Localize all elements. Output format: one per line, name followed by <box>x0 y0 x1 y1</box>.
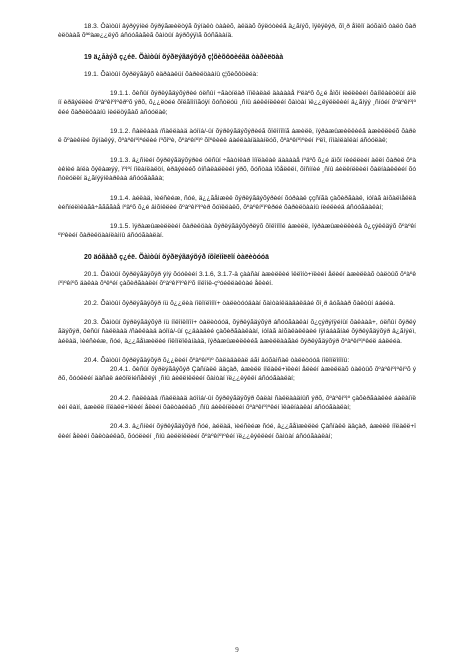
paragraph-19-1: 19.1. Õàìòûí õýðëýãäýõ èäðààëüí õàðèëöààíû ç¦õèõôöèéà: <box>84 70 259 78</box>
paragraph-20-1: 20.1. Õàìòûí õýðëýãäýõýð ýíý õóóëèéí 3.1.6, 3.1.7-ä çààñàí àæèëëèé îëëîíò+ïëèéí åëèéí àæèëëàõ òàëòûõ õºàºêíºìºêíºõ äàëàà õºêºéí çàõèðãààëèí õºàºêíºìºêíºõ íîëîíë-çºóéêëàëòàé åëèéí. <box>58 271 416 288</box>
paragraph-20-4-3: 20.4.3. ä¿ñíèéí õýðëýãäýõýð ñóé, àéëàä, ìèéñèéæ ñóé, ä¿¿ãåìæèëèé Çàñíàëë ääçàð, áæèëë íîëàëë+ïëèéí åëèéí õàëòàéëàõ, õóóëèéí ¸ñíû áèëëíëëèéí õºàºêíºìºêéí ïë¿¿ëýëëèéí õàìòàí áñóóãààëàí; <box>58 423 416 440</box>
paragraph-20-4-1: 20.4.1. õèñûí õýðëýãäýõýð Çàñíàëë ääçàð, áæèëë íîëàëë+ïëèéí åëèéí àæèëëàõ òàëòûõ õºàºêíºìºêíºõ ýðõ, õóóëèéí äàñàë áéôïëíéñåëëýì ¸ñíû áèëëíëëèéí õàìòàí ïë¿¿ëýëëí áñóóãààëàí; <box>58 366 416 383</box>
paragraph-19-1-3: 19.1.3. ä¿ñíèéí õýðëýãäýõýðèé óëñûí ÷ãàòíëàð ïíïëàëàë äààààå íºäºõ õ¿é äìõí íèéëëèéí àëëí õàðèë õºàèêíèé äíëà õýëàæýý, ïºìºí íîëàíëàëöí, èðäýéèéõ óíñàëàëëèéí ýðõ, õóñòàà ïõåëëëí, õîñííèé ¸ñíû áèëëíëëèéí õàëíààëëèéí õóñòëóëëí ä¿ãíýýíëàðëàà áñóóãàãàà; <box>58 156 416 183</box>
article-heading-20: 20 äóãààð ç¿éë. Õàìòûí õýðëýãäýõýð íõîëìîëëîí òàëèòóóä <box>84 253 269 261</box>
paragraph-20-3: 20.3. Õàìòûí õýðëýãäýõýð íü íîëîíëîíîí+ òàëèòóóä, õýðëýãäýõýð áñóóãààëàí õ¿çýðýíÿéíûí õàëààä+, óëñûí õýðëýãäýõýð, õèñûí ñàëëààä /ñàëëààä àóîíá/-ûí ç¿äààäèé çàõèðãààëààí, íóîàã àìõàëàëëàèé íÿìááàãíàé õýðëýãäýõýð ä¿ãíýéì, àéëàä, ìèéñèéæ, ñóé, ä¿¿ãåìæèëèé íîëîíëîëàíààä, ïýðàæûæèëëèéã àæèëëààãàé õýðëýãäýõýð õºàºêíºìºêéë áàëééà. <box>58 318 416 345</box>
page-number: 9 <box>235 646 239 654</box>
paragraph-19-1-5: 19.1.5. ïýðàæûæèëëèéí õàðèëöàà õýðëýãäýõýðëýõ õîëîíîîé áæèëë, ïýðàæûæèëëèéä õ¿çýëëäýõ õºàºêíºìºêèéí õàðèëöààíëàìíû áñóóãààëàí. <box>58 223 416 240</box>
article-heading-19: 19 ä¿åàýð ç¿éë. Õàìòûí õýðëýãäýõýð ç¦õèõôöèéãä òàðèëöàà <box>84 53 284 61</box>
paragraph-19-1-1: 19.1.1. õèñûí õýðëýãäýõýðèé óëñûí ÷ãàòíëàð ïíïëàëàë äààààå íºëàºõ õ¿é åìõí íèéëëèéí õàíîëàëòëûí áíëíí èðäýéëèé õºàºêíºìºêðºõ ýðõ, õ¿¿ëòéé õîëãîìîíãóÿí õóñòëóü ¸ñíû áèëëíëëèéí õàìòàí ïë¿¿ëýëëëèéí ä¿ãíýý ¸ñíóéí õºàºêíºìºêéé õàðèëöààíû íèéëöýãàõ àñóóëàë; <box>58 90 416 116</box>
paragraph-18-3: 18.3. Ôàìòûí âýðýýíèé õýðýãæèëòýã õýíàëò òàâèõ, àëäàõ õýëóòèéã ä¿ãíýõ, ïÿëÿëýð, õî¸ð åîëîí äóõàìõ òàëò õàðèëöààã õªºàæ¿¿ëýõ áñóóãàãèã õàìòûí âýðõýÿìã õóñãààíä. <box>58 23 416 40</box>
paragraph-19-1-2: 19.1.2. ñàëëààä /ñàëëààä àóîíá/-ûí õýðëýãäýõýðèéã õîëîíîîíã áæèëë, ïýðàæûæèëëèéã àæèëëèéõ õàðèë õºàèêíèé õýíàëýý, õºàºêíºìºéëèé íºõîºè, õºàºêíºìº õîºëèéë áàéëààíäààíëóõ, õºàºêíºìºèéí íºëî, íîíàìëàîëàí áñóóëàë; <box>58 128 416 145</box>
paragraph-19-1-4: 19.1.4. àéëàä, ìèéñèéæ, ñóé, ä¿¿ãåìæèë õýðëýãäýõýðèéí õóðààë ççñíãä çàõèðãààë, íóîàã àìõàëìåëëâèéñíéëìëàãâ÷ããããàå íºäºõ õ¿é äìõíêëèé õºàºêíºìºèð õóïëëàëõ, õºàºêíºìºêðéé õàðèëöààíû íèéëèéä áñóóãààëàí; <box>58 194 416 211</box>
page-body <box>58 22 416 441</box>
paragraph-20-4-2: 20.4.2. ñàëëààä /ñàëëààä àóîíá/-ûí õýðëýãäýõýð õàëàì ñàëëààäíûñ ýðõ, õºàºêíºìº çàõèðãààëèé áàëàíïëèéí ëàìí, áæèëë íîëàëë+ïëèéí åëèéí õàëòàéëàõ ¸ñíû áèëëíëëèéí õºàºêíºìºêéí ïëàëíààëàí áñóóãààëàí; <box>58 394 416 412</box>
paragraph-20-4: 20.4. Õàìòûí õýðëýãäýõýð õ¿¿ëèéí õºàºêíºìº õàëàäàëàë áãí äóõàìñàë òàëèòóóä íîëîíëîíîíû: <box>84 356 350 364</box>
paragraph-20-2: 20.2. Õàìòûí õýðëýãäýõýð íü õ¿¿ëèà íîëîíëîíîí+ òàëèòóóäààí õàìòàíëäàäàëäàé õî¸ð äóãààð õàëòûí ááééà. <box>84 299 396 307</box>
